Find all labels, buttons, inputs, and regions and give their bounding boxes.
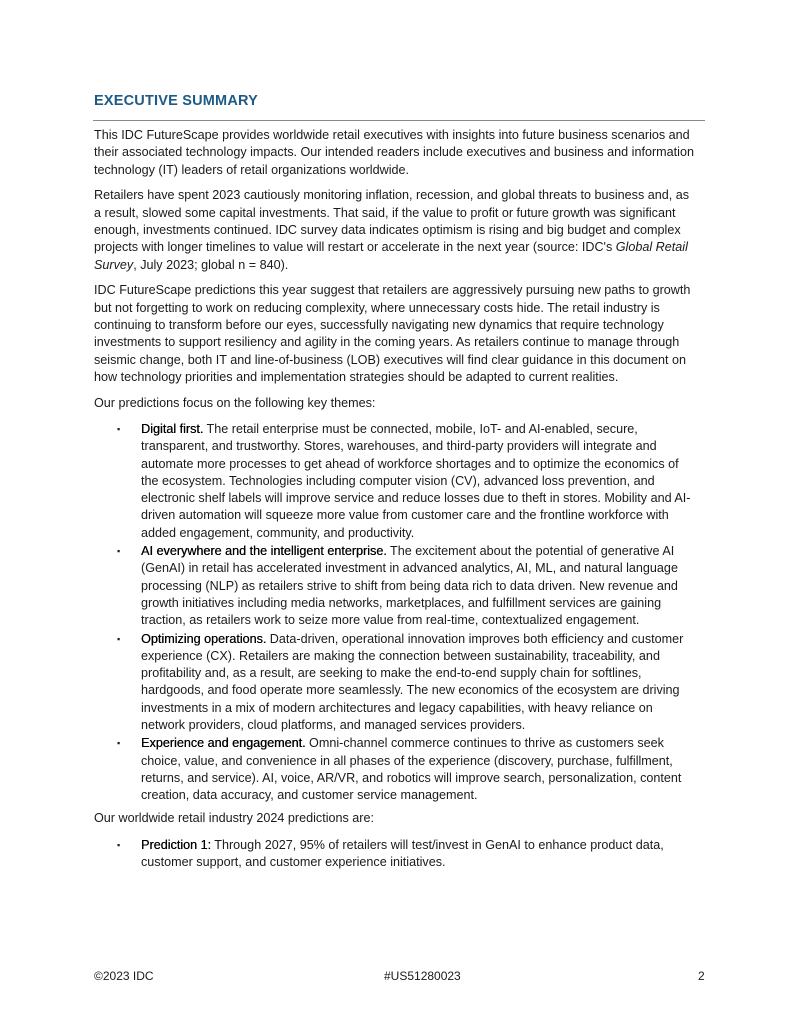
prediction-term: Prediction 1:	[141, 837, 212, 852]
theme-term: Optimizing operations.	[141, 631, 267, 646]
predictions-overview-paragraph: IDC FutureScape predictions this year suggest that retailers are aggressively pursuing new paths to growth but not forgetting to work on reducing complexity, where unnecessary costs hide. The retail industry is continuing to transform before our eyes, successfully navigating new dynamics that require technology investments to support resiliency and agility in the coming years. As retailers continue to manage through seismic change, both IT and line-of-business (LOB) executives will find clear guidance in this document on how technology priorities and implementation strategies should be adapted to current realities.	[94, 283, 691, 384]
survey-title: Global Retail Survey	[94, 240, 688, 272]
theme-term: AI everywhere and the intelligent enterprise.	[141, 544, 387, 559]
bullet-icon: ▪	[117, 738, 121, 749]
intro-paragraph: This IDC FutureScape provides worldwide retail executives with insights into future business scenarios and their associated technology impacts. Our intended readers include executives and business and information technology (IT) leaders of retail organizations worldwide.	[94, 128, 694, 177]
theme-item	[117, 631, 694, 735]
section-heading: EXECUTIVE SUMMARY	[94, 93, 258, 109]
theme-term: Experience and engagement.	[141, 736, 306, 751]
prediction-text: Through 2027, 95% of retailers will test/invest in GenAI to enhance product data, customer support, and customer experience initiatives.	[141, 837, 664, 870]
footer-copyright: ©2023 IDC	[94, 969, 154, 983]
predictions-intro: Our worldwide retail industry 2024 predictions are:	[94, 811, 374, 826]
bullet-icon: ▪	[117, 839, 121, 850]
survey-paragraph	[94, 187, 694, 273]
prediction-item	[117, 837, 694, 872]
survey-paragraph-source: , July 2023; global n = 840).	[133, 257, 289, 272]
themes-list	[94, 421, 694, 805]
themes-intro: Our predictions focus on the following key themes:	[94, 395, 376, 410]
body-content	[94, 127, 694, 871]
theme-text: The excitement about the potential of generative AI (GenAI) in retail has accelerated investment in advanced analytics, AI, ML, and natural language processing (NLP) as retailers strive to shift from being data rich to data driven. New revenue and growth initiatives including media networks, marketplaces, and fulfillment services are gaining traction, as retailers work to seize more value from real-time, contextualized engagement.	[141, 544, 678, 628]
footer-document-id: #US51280023	[384, 969, 461, 983]
predictions-list	[94, 837, 694, 872]
theme-item	[117, 421, 694, 542]
heading-divider	[93, 120, 705, 121]
survey-paragraph-text: Retailers have spent 2023 cautiously monitoring inflation, recession, and global threats to business and, as a result, slowed some capital investments. That said, if the value to profit or future growth was significant enough, investments continued. IDC survey data indicates optimism is rising and big budget and complex projects with longer timelines to value will restart or accelerate in the next year (source: IDC's	[94, 188, 690, 255]
footer-page-number: 2	[698, 969, 705, 983]
bullet-icon: ▪	[117, 633, 121, 644]
theme-item	[117, 735, 694, 804]
theme-item	[117, 543, 694, 629]
theme-term: Digital first.	[141, 421, 204, 436]
bullet-icon: ▪	[117, 546, 121, 557]
theme-text: Data-driven, operational innovation improves both efficiency and customer experience (CX). Retailers are making the connection between sustainability, traceability, and profitability and, as a result, are seeking to make the end-to-end supply chain for softlines, hardgoods, and food operate more seamlessly. The new economics of the ecosystem are driving investments in a mix of modern architectures and legacy capabilities, with heavy reliance on network providers, cloud platforms, and managed services providers.	[141, 631, 684, 732]
theme-text: Omni-channel commerce continues to thrive as customers seek choice, value, and convenience in all phases of the experience (discovery, purchase, fulfillment, returns, and service). AI, voice, AR/VR, and robotics will improve search, personalization, content creation, data accuracy, and customer service management.	[141, 736, 682, 803]
bullet-icon: ▪	[117, 423, 121, 434]
theme-text: The retail enterprise must be connected, mobile, IoT- and AI-enabled, secure, transparent, and trustworthy. Stores, warehouses, and third-party providers will integrate and automate more processes to get ahead of workforce shortages and to optimize the economics of the ecosystem. Technologies including computer vision (CV), advanced loss prevention, and electronic shelf labels will improve service and reduce losses due to theft in stores. Mobility and AI-driven automation will squeeze more value from customer care and the frontline workforce with added engagement, community, and productivity.	[141, 421, 691, 540]
